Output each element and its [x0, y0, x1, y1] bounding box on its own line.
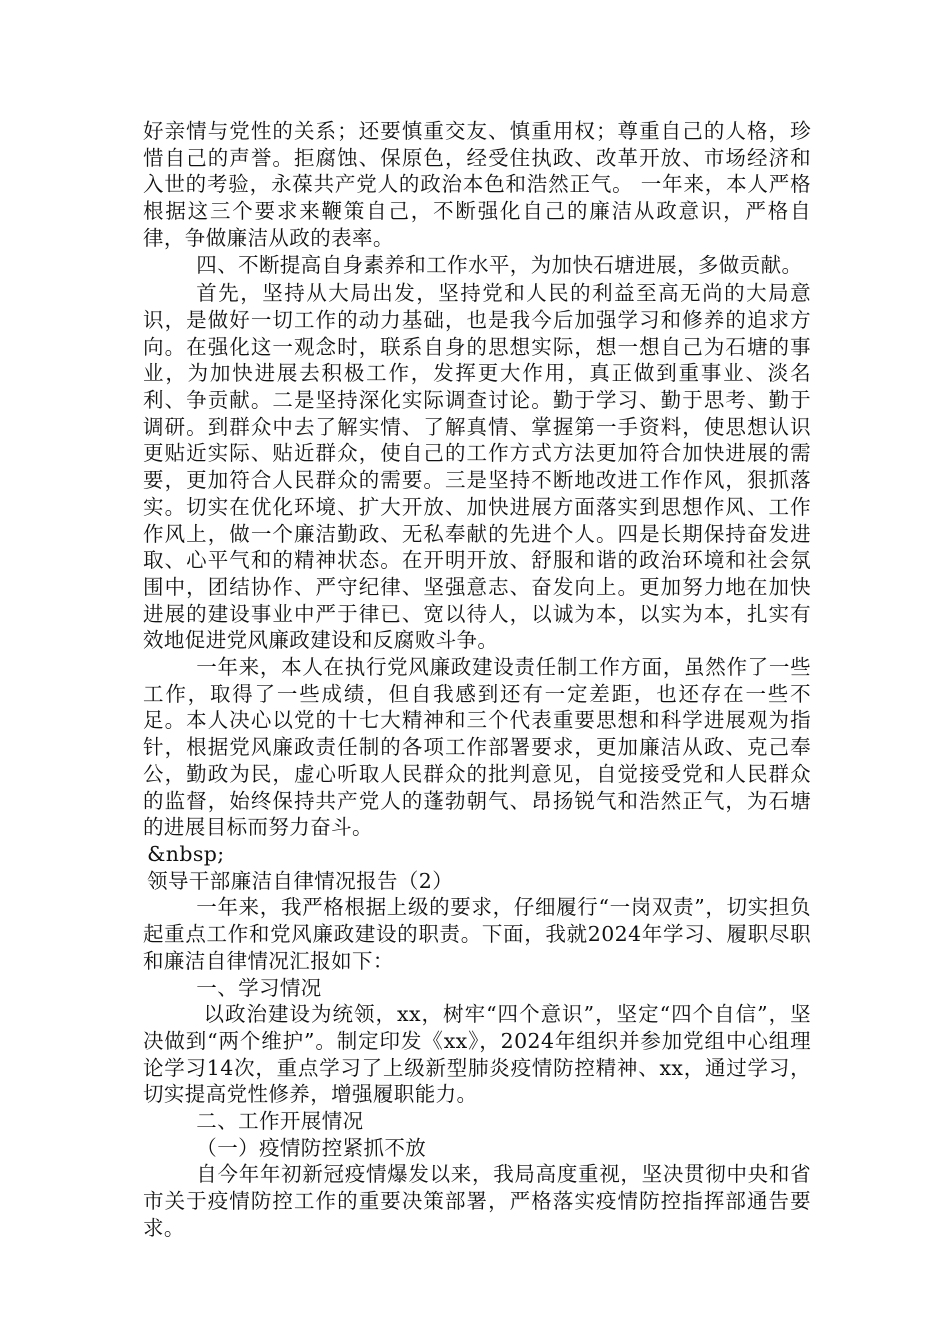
stray-nbsp-text: &nbsp;	[147, 841, 225, 866]
document-body	[143, 118, 811, 1242]
paragraph-study-details: 以政治建设为统领，xx，树牢“四个意识”，坚定“四个自信”，坚决做到“两个维护”。制定印发《xx》，2024年组织并参加党组中心组理论学习14次，重点学习了上级新型肺炎疫情防控精神、xx，通过学习，切实提高党性修养，增强履职能力。	[143, 1002, 811, 1107]
section-heading-study: 一、学习情况	[196, 975, 322, 1000]
paragraph-report-intro: 一年来，我严格根据上级的要求，仔细履行“一岗双责”，切实担负起重点工作和党风廉政建设的职责。下面，我就2024年学习、履职尽职和廉洁自律情况汇报如下：	[143, 895, 811, 973]
paragraph-integrity-continued: 好亲情与党性的关系；还要慎重交友、慎重用权；尊重自己的人格，珍惜自己的声誉。拒腐蚀、保原色，经受住执政、改革开放、市场经济和入世的考验，永葆共产党人的政治本色和浩然正气。 一年来，本人严格根据这三个要求来鞭策自己，不断强化自己的廉洁从政意识，严格自律，争做廉洁从政的表率。	[143, 119, 811, 250]
paragraph-epidemic-details: 自今年年初新冠疫情爆发以来，我局高度重视，坚决贯彻中央和省市关于疫情防控工作的重要决策部署，严格落实疫情防控指挥部通告要求。	[143, 1162, 811, 1240]
paragraph-summary-year: 一年来，本人在执行党风廉政建设责任制工作方面，虽然作了一些工作，取得了一些成绩，但自我感到还有一定差距，也还存在一些不足。本人决心以党的十七大精神和三个代表重要思想和科学进展观为指针，根据党风廉政责任制的各项工作部署要求，更加廉洁从政、克己奉公，勤政为民，虚心听取人民群众的批判意见，自觉接受党和人民群众的监督，始终保持共产党人的蓬勃朝气、昂扬锐气和浩然正气，为石塘的进展目标而努力奋斗。	[143, 655, 811, 840]
section-heading-four: 四、不断提高自身素养和工作水平，为加快石塘进展，多做贡献。	[196, 252, 803, 277]
subsection-heading-epidemic: （一）疫情防控紧抓不放	[196, 1135, 427, 1160]
section-heading-work: 二、工作开展情况	[196, 1109, 364, 1134]
report-subtitle: 领导干部廉洁自律情况报告（2）	[147, 868, 454, 893]
paragraph-overall-view: 首先，坚持从大局出发，坚持党和人民的利益至高无尚的大局意识，是做好一切工作的动力基础，也是我今后加强学习和修养的追求方向。在强化这一观念时，联系自身的思想实际，想一想自己为石塘的事业，为加快进展去积极工作，发挥更大作用，真正做到重事业、淡名利、争贡献。二是坚持深化实际调查讨论。勤于学习、勤于思考、勤于调研。到群众中去了解实情、了解真情、掌握第一手资料，使思想认识更贴近实际、贴近群众，使自己的工作方式方法更加符合加快进展的需要，更加符合人民群众的需要。三是坚持不断地改进工作作风，狠抓落实。切实在优化环境、扩大开放、加快进展方面落实到思想作风、工作作风上，做一个廉洁勤政、无私奉献的先进个人。四是长期保持奋发进取、心平气和的精神状态。在开明开放、舒服和谐的政治环境和社会氛围中，团结协作、严守纪律、坚强意志、奋发向上。更加努力地在加快进展的建设事业中严于律已、宽以待人，以诚为本，以实为本，扎实有效地促进党风廉政建设和反腐败斗争。	[143, 281, 811, 653]
